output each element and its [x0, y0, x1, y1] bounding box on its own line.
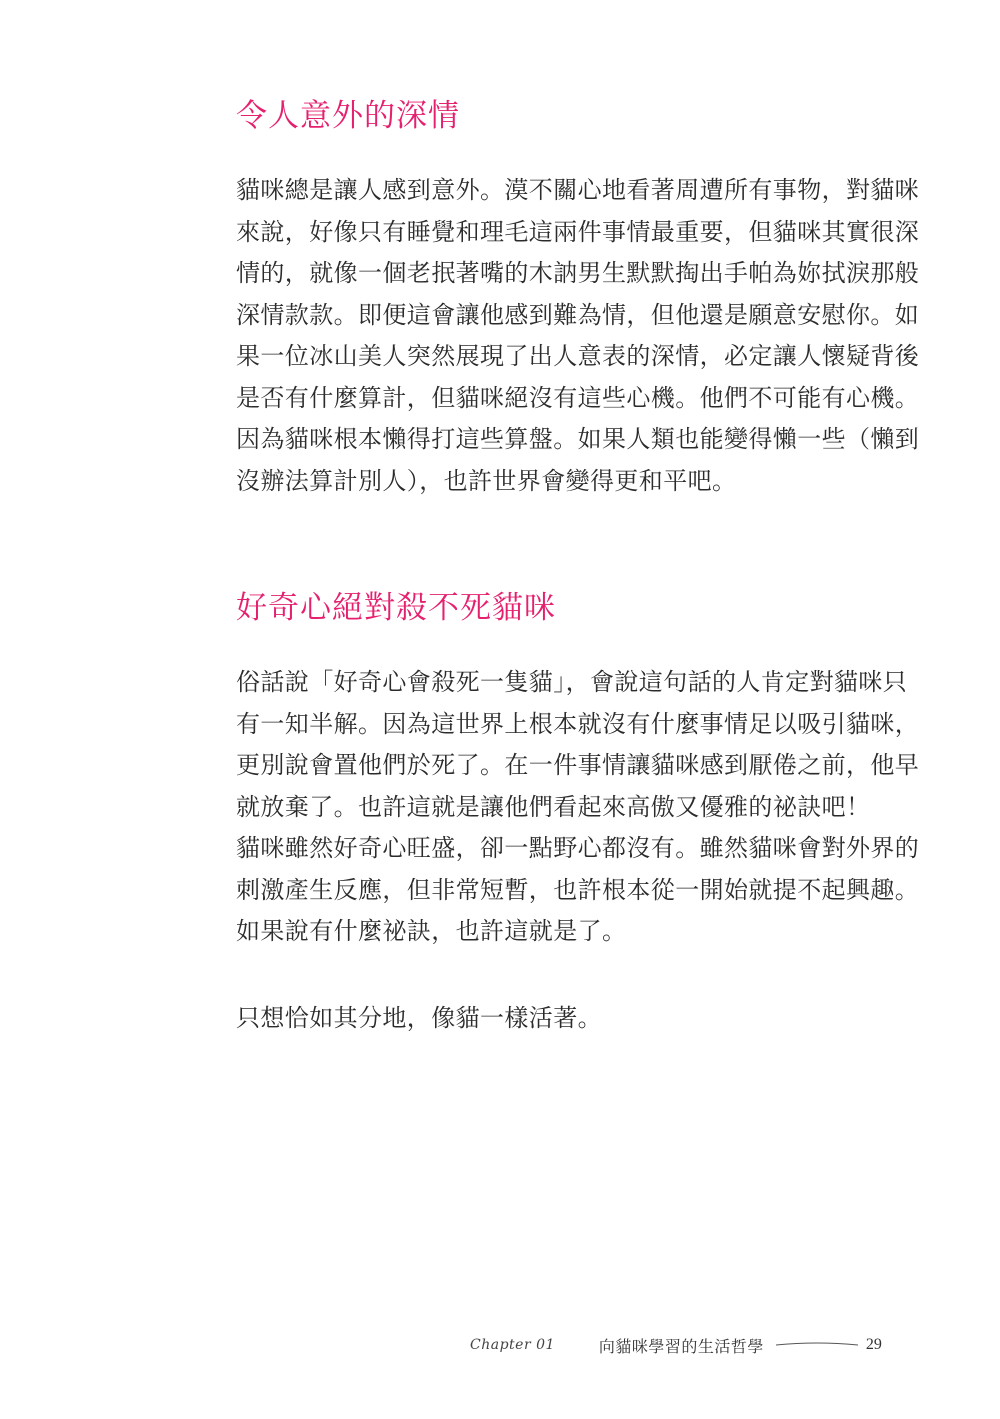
- chapter-label: Chapter 01: [470, 1337, 555, 1353]
- text-line: 刺激產生反應，但非常短暫，也許根本從一開始就提不起興趣。: [236, 875, 920, 904]
- text-line: 只想恰如其分地，像貓一樣活著。: [236, 1004, 602, 1032]
- text-line: 因為貓咪根本懶得打這些算盤。如果人類也能變得懶一些（懶到: [236, 425, 920, 453]
- text-line: 如果說有什麼祕訣，也許這就是了。: [236, 917, 627, 945]
- closing-paragraph: [236, 998, 916, 1040]
- page-footer: [470, 1330, 920, 1360]
- text-line: 就放棄了。也許這就是讓他們看起來高傲又優雅的祕訣吧！: [236, 792, 871, 821]
- text-line: 俗話說「好奇心會殺死一隻貓」，會說這句話的人肯定對貓咪只: [236, 668, 908, 696]
- text-line: 更別說會置他們於死了。在一件事情讓貓咪感到厭倦之前，他早: [236, 751, 920, 779]
- text-line: 深情款款。即便這會讓他感到難為情，但他還是願意安慰你。如: [236, 300, 920, 329]
- running-title: 向貓咪學習的生活哲學: [598, 1336, 764, 1356]
- section-heading: 令人意外的深情: [236, 98, 460, 134]
- text-line: 情的，就像一個老抿著嘴的木訥男生默默掏出手帕為妳拭淚那般: [236, 259, 920, 287]
- text-line: 來說，好像只有睡覺和理毛這兩件事情最重要，但貓咪其實很深: [236, 217, 920, 246]
- text-line: 有一知半解。因為這世界上根本就沒有什麼事情足以吸引貓咪，: [236, 709, 920, 738]
- text-line: 是否有什麼算計，但貓咪絕沒有這些心機。他們不可能有心機。: [236, 383, 920, 412]
- text-line: 沒辦法算計別人），也許世界會變得更和平吧。: [236, 466, 737, 495]
- section-paragraph: [236, 170, 920, 502]
- decorative-rule: [776, 1340, 858, 1350]
- text-line: 貓咪總是讓人感到意外。漠不關心地看著周遭所有事物，對貓咪: [236, 176, 920, 204]
- text-line: 貓咪雖然好奇心旺盛，卻一點野心都沒有。雖然貓咪會對外界的: [236, 834, 920, 862]
- page-number: 29: [865, 1336, 882, 1353]
- section-heading: 好奇心絕對殺不死貓咪: [236, 590, 556, 626]
- section-paragraph: [236, 662, 920, 953]
- text-line: 果一位冰山美人突然展現了出人意表的深情，必定讓人懷疑背後: [236, 342, 920, 370]
